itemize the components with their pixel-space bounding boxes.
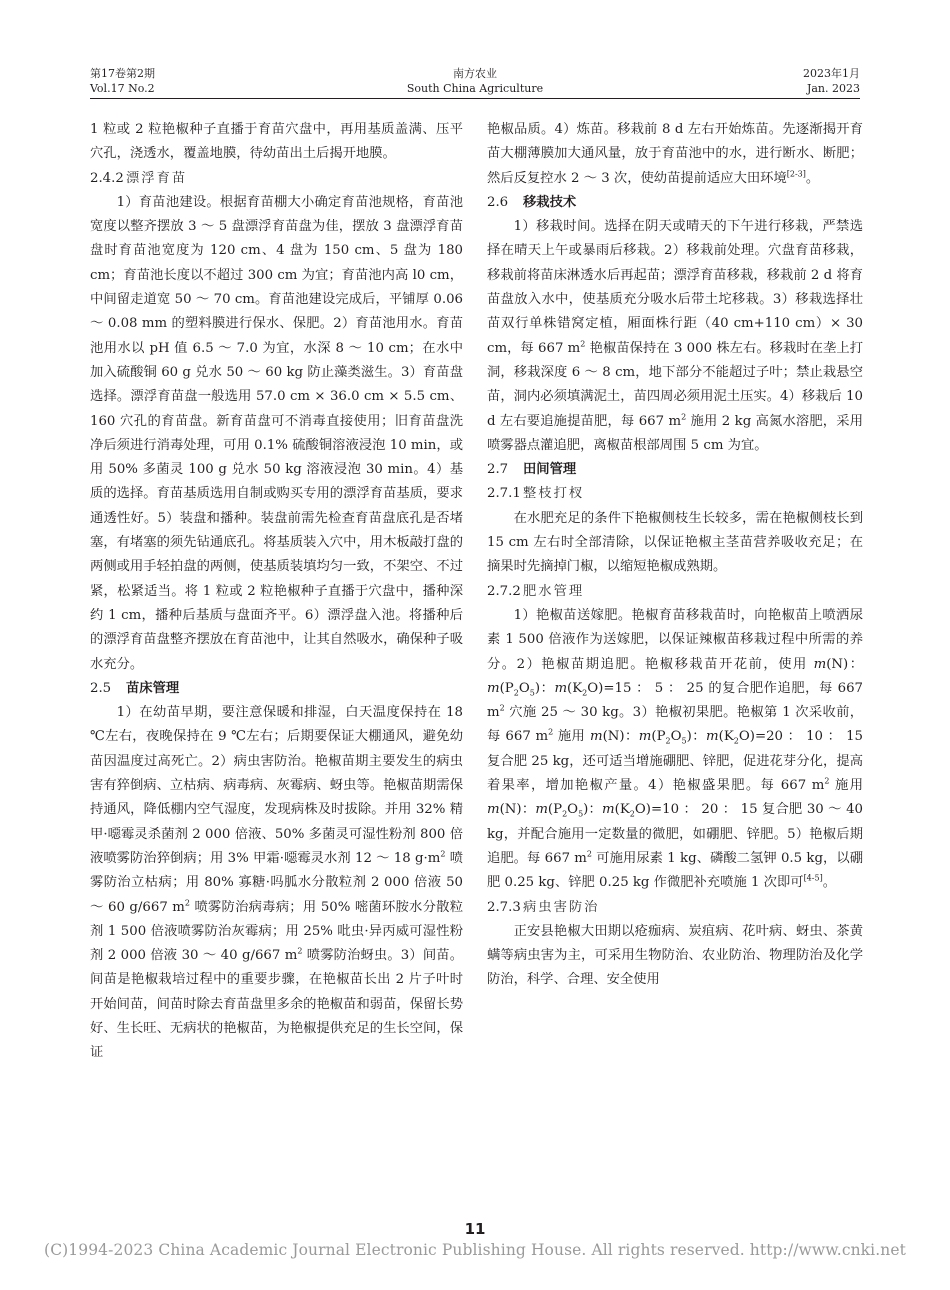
citation: [2-3]	[786, 169, 806, 179]
section-heading-2-7-2: 2.7.2 肥水管理	[487, 583, 585, 599]
left-column	[90, 118, 463, 1066]
paragraph: 艳椒品质。4）炼苗。移栽前 8 d 左右开始炼苗。先逐渐揭开育苗大棚薄膜加大通风量，放于育苗池中的水，进行断水、断肥；然后反复控水 2 ～ 3 次，使幼苗提前适应大田环境[2-3]。	[487, 122, 863, 186]
paragraph: 1）移栽时间。选择在阴天或晴天的下午进行移栽，严禁选择在晴天上午或暴雨后移栽。2）移栽前处理。穴盘育苗移栽，移栽前将苗床淋透水后再起苗；漂浮育苗移栽，移栽前 2 d 将育苗盘放入水中，使基质充分吸水后带土坨移栽。3）移栽选择壮苗双行单株错窝定植，厢面株行距（40 cm+110 cm）× 30 cm，每 667 $m^2$ 艳椒苗保持在 3 000 株左右。移栽时在垄上打洞，移栽深度 6 ～ 8 cm，地下部分不能超过子叶；禁止栽悬空苗，洞内必须填满泥土，苗四周必须用泥土压实。4）移栽后 10 d 左右要追施提苗肥，每 667 $m^2$ 施用 2 kg 高氮水溶肥，采用喷雾器点灌追肥，离椒苗根部周围 5 cm 为宜。	[487, 219, 863, 453]
section-heading-2-6: 2.6 移栽技术	[487, 194, 577, 210]
header-rule	[90, 98, 860, 99]
journal-name-en: South China Agriculture	[406, 82, 544, 95]
section-heading-2-4-2: 2.4.2 漂浮育苗	[90, 170, 188, 186]
paragraph: 1）在幼苗早期，要注意保暖和排湿，白天温度保持在 18 ℃左右，夜晚保持在 9 ℃左右；后期要保证大棚通风，避免幼苗因温度过高死亡。2）病虫害防治。艳椒苗期主要发生的病虫害有猝倒病、立枯病、病毒病、灰霉病、蚜虫等。艳椒苗期需保持通风，降低棚内空气湿度，发现病株及时拔除。并用 32% 精甲·噁霉灵杀菌剂 2 000 倍液、50% 多菌灵可湿性粉剂 800 倍液喷雾防治猝倒病；用 3% 甲霜·噁霉灵水剂 12 ～ 18 $g\cdot m^2$ 喷雾防治立枯病；用 80% 寡糖·吗胍水分散粒剂 2 000 倍液 50 ～ 60 g/667 $m^2$ 喷雾防治病毒病；用 50% 嘧菌环胺水分散粒剂 1 500 倍液喷雾防治灰霉病；用 25% 吡虫·异丙威可湿性粉剂 2 000 倍液 30 ～ 40 g/667 $m^2$ 喷雾防治蚜虫。3）间苗。间苗是艳椒栽培过程中的重要步骤，在艳椒苗长出 2 片子叶时开始间苗，间苗时除去育苗盘里多余的艳椒苗和弱苗，保留长势好、生长旺、无病状的艳椒苗，为艳椒提供充足的生长空间，保证	[90, 705, 463, 1061]
paragraph: 正安县艳椒大田期以疮痂病、炭疽病、花叶病、蚜虫、茶黄螨等病虫害为主，可采用生物防治、农业防治、物理防治及化学防治，科学、合理、安全使用	[487, 923, 863, 988]
paragraph: 在水肥充足的条件下艳椒侧枝生长较多，需在艳椒侧枝长到 15 cm 左右时全部清除，以保证艳椒主茎苗营养吸收充足；在摘果时先摘掉门椒，以缩短艳椒成熟期。	[487, 510, 863, 575]
section-heading-2-7: 2.7 田间管理	[487, 462, 577, 478]
paragraph: 1）育苗池建设。根据育苗棚大小确定育苗池规格，育苗池宽度以整齐摆放 3 ～ 5 盘漂浮育苗盘为佳，摆放 3 盘漂浮育苗盘时育苗池宽度为 120 cm、4 盘为 150 cm、5 盘为 180 cm；育苗池长度以不超过 300 cm 为宜；育苗池内高 l0 cm，中间留走道宽 50 ～ 70 cm。育苗池建设完成后，平铺厚 0.06 ～ 0.08 mm 的塑料膜进行保水、保肥。2）育苗池用水。育苗池用水以 pH 值 6.5 ～ 7.0 为宜，水深 8 ～ 10 cm；在水中加入硫酸铜 60 g 兑水 50 ～ 60 kg 防止藻类滋生。3）育苗盘选择。漂浮育苗盘一般选用 57.0 cm × 36.0 cm × 5.5 cm、160 穴孔的育苗盘。新育苗盘可不消毒直接使用；旧育苗盘洗净后须进行消毒处理，可用 0.1% 硫酸铜溶液浸泡 10 min，或用 50% 多菌灵 100 g 兑水 50 kg 溶液浸泡 30 min。4）基质的选择。育苗基质选用自制或购买专用的漂浮育苗基质，要求通透性好。5）装盘和播种。装盘前需先检查育苗盘底孔是否堵塞，有堵塞的须先钻通底孔。将基质装入穴中，用木板敲打盘的两侧或用手轻拍盘的两侧，使基质装填均匀一致，不架空、不过紧，松紧适当。将 1 粒或 2 粒艳椒种子直播于穴盘中，播种深约 1 cm，播种后基质与盘面齐平。6）漂浮盘入池。将播种后的漂浮育苗盘整齐摆放在育苗池中，让其自然吸水，确保种子吸水充分。	[90, 194, 463, 672]
volume-issue-en: Vol.17 No.2	[90, 82, 155, 95]
copyright-notice: (C)1994-2023 China Academic Journal Electronic Publishing House. All rights reserved. http://www.cnki.net	[44, 1241, 906, 1259]
page-number: 11	[464, 1220, 486, 1238]
journal-name-cn: 南方农业	[453, 67, 497, 80]
section-heading-2-7-3: 2.7.3 病虫害防治	[487, 899, 600, 915]
right-column	[487, 118, 863, 993]
issue-date-en: Jan. 2023	[806, 82, 860, 95]
issue-date-cn: 2023年1月	[803, 67, 860, 80]
citation: [4-5]	[803, 873, 823, 883]
paragraph: 1 粒或 2 粒艳椒种子直播于育苗穴盘中，再用基质盖满、压平穴孔，浇透水，覆盖地膜，待幼苗出土后揭开地膜。	[90, 122, 463, 162]
section-heading-2-5: 2.5 苗床管理	[90, 680, 180, 696]
volume-issue-cn: 第17卷第2期	[90, 67, 155, 80]
paragraph: 1）艳椒苗送嫁肥。艳椒育苗移栽苗时，向艳椒苗上喷洒尿素 1 500 倍液作为送嫁肥，以保证辣椒苗移栽过程中所需的养分。2）艳椒苗期追肥。艳椒移栽苗开花前，使用 m(N)：$m(P_2O_5)$：$m(K_2O)=15$ ： 5 ： 25 的复合肥作追肥，每 667 $m^2$ 穴施 25 ～ 30 kg。3）艳椒初果肥。艳椒第 1 次采收前，每 667 $m^2$ 施用 m(N)：$m(P_2O_5)$：$m(K_2O)=20$ ： 10 ： 15 复合肥 25 kg，还可适当增施硼肥、锌肥，促进花芽分化，提高着果率，增加艳椒产量。4）艳椒盛果肥。每 667 $m^2$ 施用 m(N)：$m(P_2O_5)$：$m(K_2O)=10$ ： 20 ： 15 复合肥 30 ～ 40 kg，并配合施用一定数量的微肥，如硼肥、锌肥。5）艳椒后期追肥。每 667 $m^2$ 可施用尿素 1 kg、磷酸二氢钾 0.5 kg，以硼肥 0.25 kg、锌肥 0.25 kg 作微肥补充喷施 1 次即可[4-5]。	[487, 607, 864, 891]
running-header-right	[803, 66, 860, 96]
section-heading-2-7-1: 2.7.1 整枝打杈	[487, 486, 585, 502]
